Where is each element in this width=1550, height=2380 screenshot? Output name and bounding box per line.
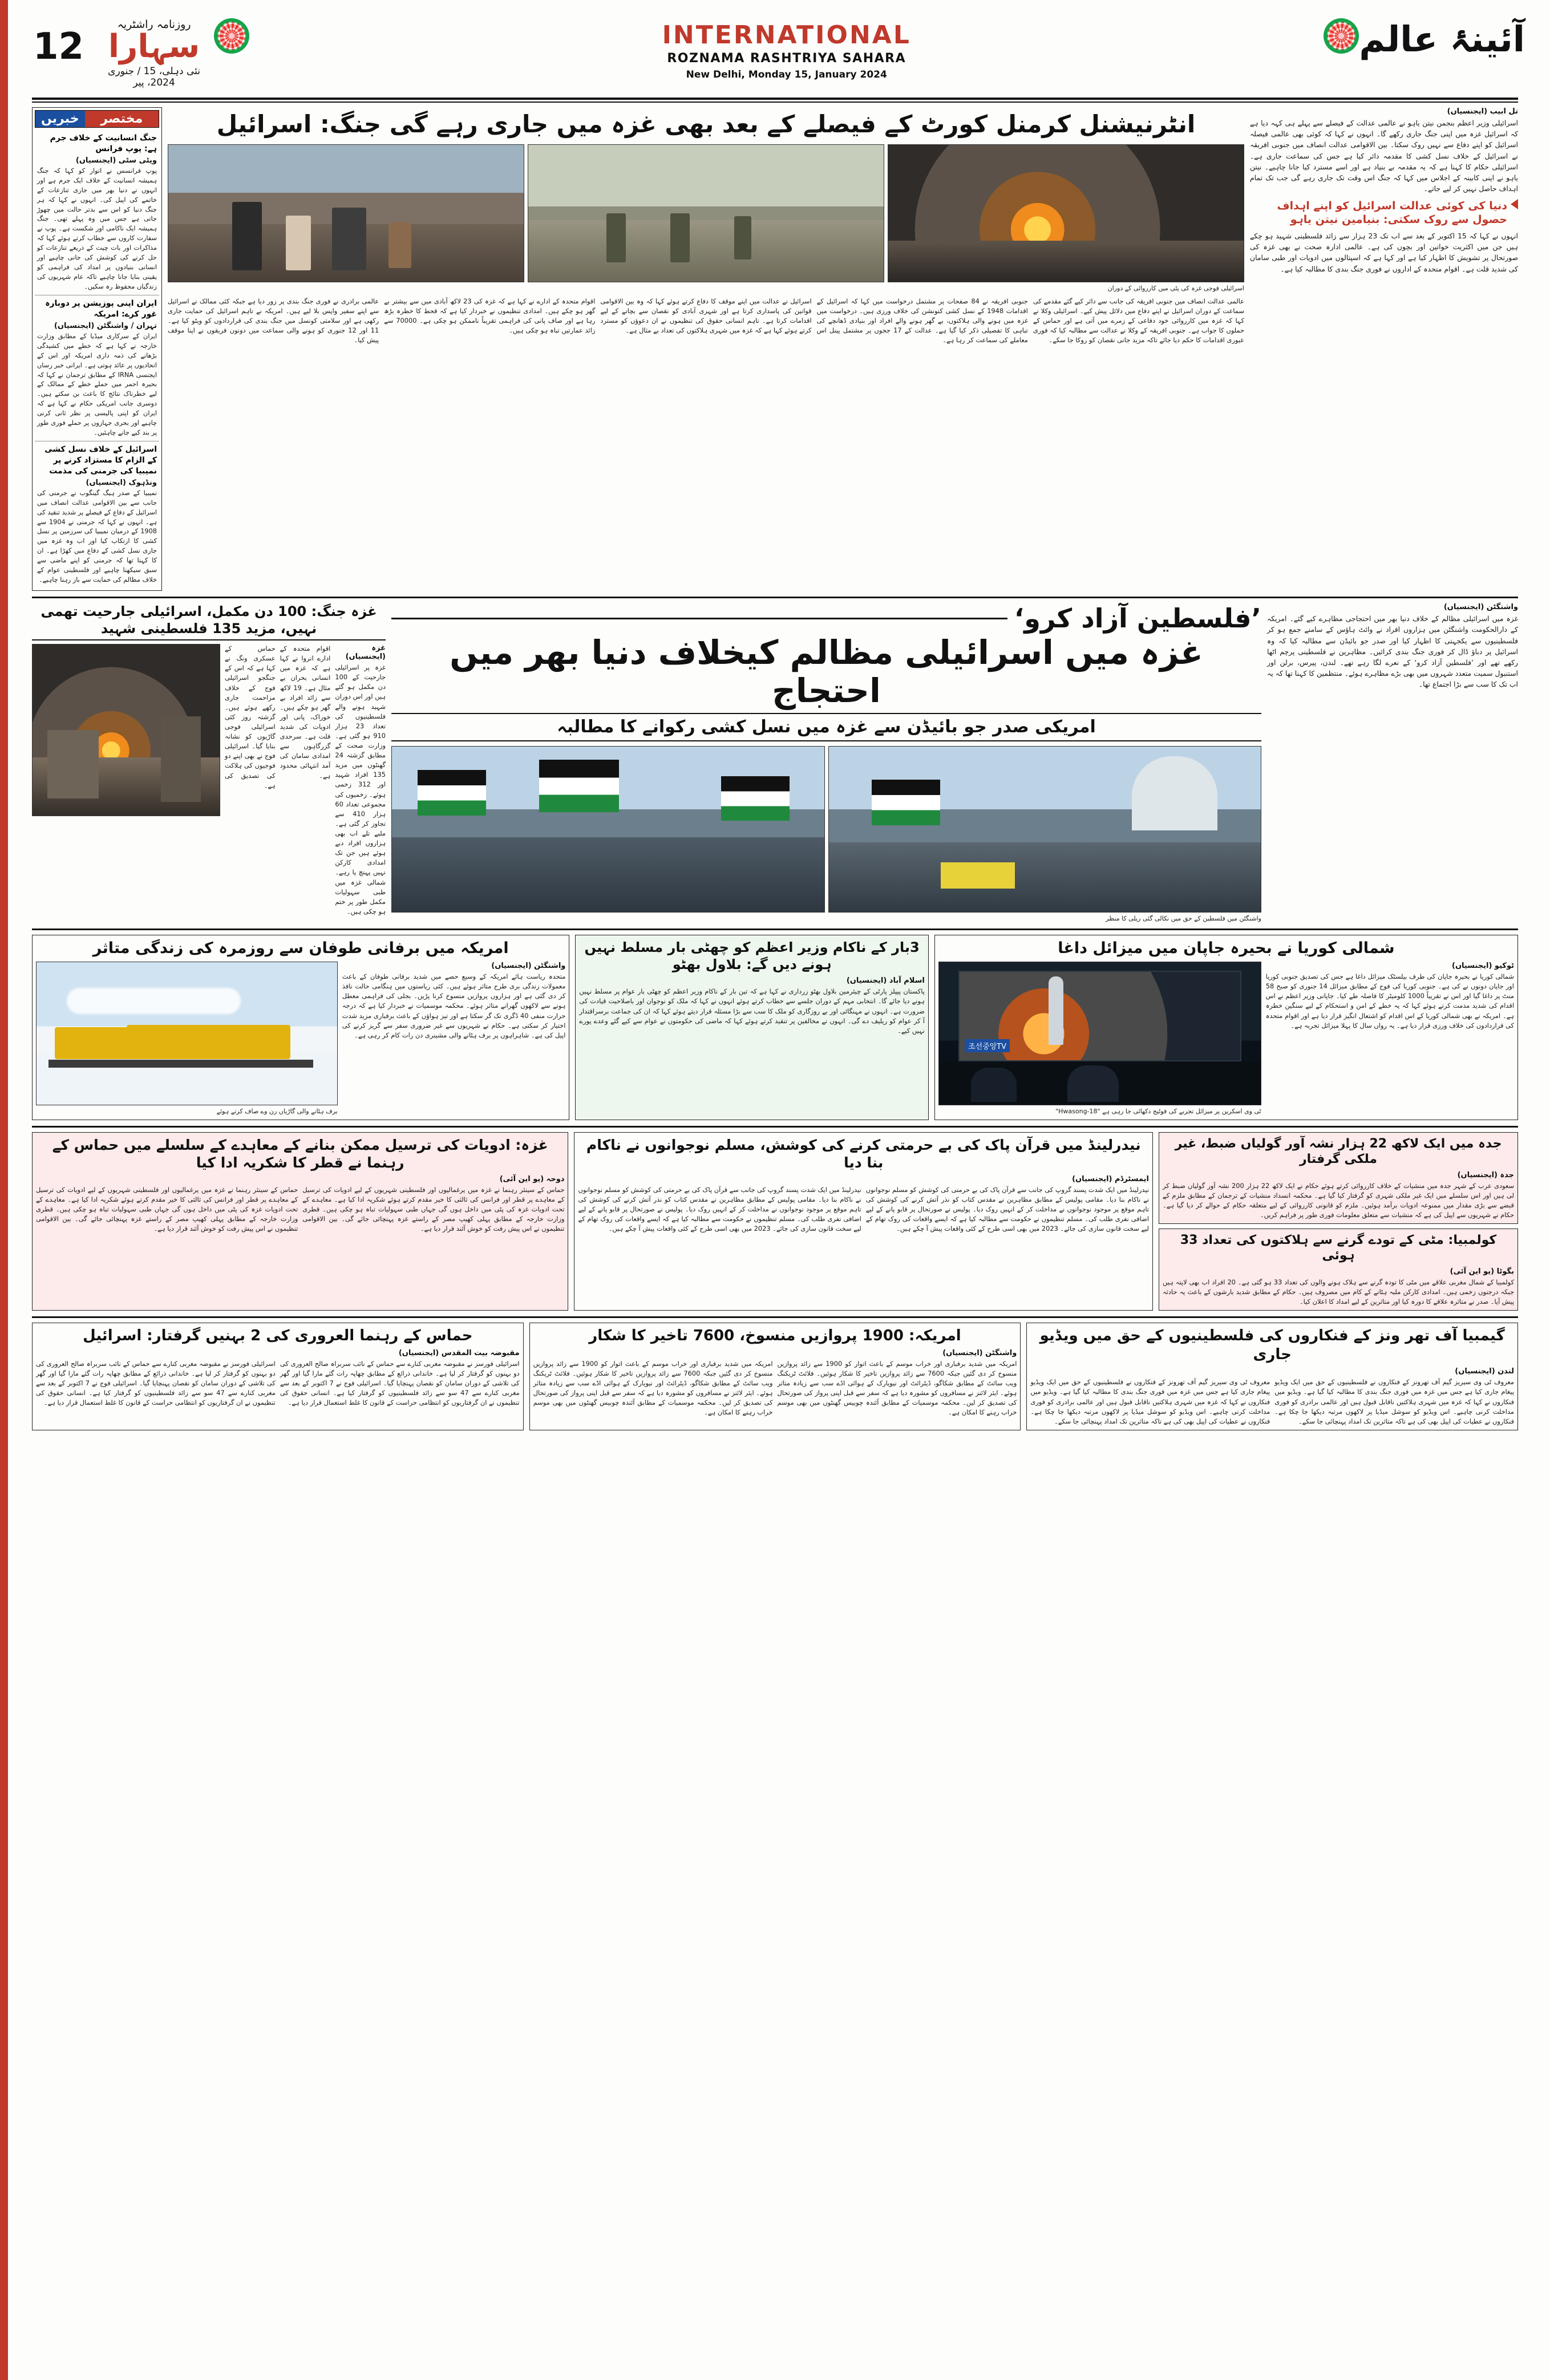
lead-right-text: اسرائیلی وزیر اعظم بنجمن نیتن یاہو نے عالمی عدالت کے فیصلے سے پہلے ہی کہہ دیا ہے کہ اسرائیل غزہ میں اپنی جنگ جاری رکھے گا۔ انہوں نے کہا کہ کوئی بھی عالمی فیصلہ اسرائیل کو اپنے دفاع سے نہیں روک سکتا۔ بین الاقوامی عدالت انصاف میں جنوبی افریقہ نے اسرائیل کے خلاف نسل کشی کا مقدمہ دائر کیا ہے جس کی سماعت جاری ہے۔ اسرائیلی حکام کا کہنا ہے کہ یہ مقدمہ بے بنیاد ہے اور اسے مسترد کیا جانا چاہیے۔ نیتن یاہو نے اپنی کابینہ کے اجلاس میں کہا کہ جنگ اس وقت تک جاری رہے گی جب تک تمام اہداف حاصل نہیں کر لیے جاتے۔ [1250,119,1518,193]
video-body-2: معروف ٹی وی سیریز گیم آف تھرونز کے فنکاروں نے فلسطینیوں کے حق میں ایک ویڈیو پیغام جاری کیا ہے جس میں غزہ میں فوری جنگ بندی کا مطالبہ کیا گیا ہے۔ ویڈیو میں فنکاروں نے کہا کہ غزہ میں شہری ہلاکتیں ناقابل قبول ہیں اور عالمی برادری کو فوری مداخلت کرنی چاہیے۔ اس ویڈیو کو سوشل میڈیا پر لاکھوں مرتبہ دیکھا جا چکا ہے۔ فنکاروں نے عطیات کی اپیل بھی کی ہے تاکہ متاثرین تک امداد پہنچائی جا سکے۔ [1274,1378,1515,1425]
colombia-title: کولمبیا: مٹی کے تودے گرنے سے ہلاکتوں کی تعداد 33 ہوئی [1180,1232,1497,1263]
brief-item [35,295,159,441]
lead-col-4 [817,297,1028,346]
brief-item [35,130,159,295]
protest-section [32,597,1518,923]
brief-body: پوپ فرانسس نے اتوار کو کہا کہ جنگ ہمیشہ انسانیت کے خلاف ایک جرم ہے اور انہوں نے دنیا بھر میں جاری تنازعات کے خاتمے کی اپیل کی۔ انہوں نے کہا کہ ہر جنگ دنیا کو اس سے بدتر حالت میں چھوڑ جاتی ہے جس میں وہ پہلے تھی۔ جنگ ہمیشہ ایک ناکامی اور شکست ہے۔ پوپ نے سفارت کاروں سے خطاب کرتے ہوئے کہا کہ مذاکرات اور بات چیت کے ذریعے تنازعات کو حل کرنے کی کوشش کی جانی چاہیے اور انسانی بنیادوں پر امداد کی فراہمی کو یقینی بنایا جانا چاہیے تاکہ عام شہریوں کی زندگیاں محفوظ رہ سکیں۔ [37,167,157,291]
briefs-tab-mukhtasar[interactable]: مختصر [85,111,159,127]
lead-col-3 [600,297,811,346]
lead-col-text: عالمی برادری نے فوری جنگ بندی پر زور دیا ہے جبکہ کئی ممالک نے اسرائیل سے اپنے سفیر واپس بلا لیے ہیں۔ امریکہ نے تاہم اسرائیل کی حمایت جاری رکھی ہے اور سلامتی کونسل میں جنگ بندی کی قراردادوں کو ویٹو کیا ہے۔ 11 اور 12 جنوری کو ہونے والی سماعت میں دونوں فریقوں نے اپنا موقف پیش کیا۔ [168,297,379,344]
colombia-byline: بگوٹا (یو این آئی) [1450,1267,1514,1276]
lead-col-1 [168,297,379,346]
usa-storm-byline: واشنگٹن (ایجنسیاں) [491,962,566,971]
lead-photo-caption: اسرائیلی فوجی غزہ کی پٹی میں کارروائی کے دوران [1107,284,1244,292]
gaza-100days-title: غزہ جنگ: 100 دن مکمل، اسرائیلی جارحیت تھمی نہیں، مزید 135 فلسطینی شہید [32,603,386,640]
video-byline: لندن (ایجنسیاں) [1455,1367,1515,1376]
lead-photo-3 [888,144,1244,282]
korea-caption: ٹی وی اسکرین پر میزائل تجربے کی فوٹیج دکھائی جا رہی ہے "Hwasong-18" [1055,1108,1261,1116]
masthead-left [33,18,214,88]
lead-photo-2 [528,144,884,282]
lead-subhead-text: انہوں نے کہا کہ 15 اکتوبر کے بعد سے اب تک 23 ہزار سے زائد فلسطینی شہید ہو چکے ہیں جن میں اکثریت خواتین اور بچوں کی ہے۔ عالمی ادارہ صحت نے بھی غزہ کی صورتحال پر تشویش کا اظہار کیا ہے اور کہا ہے کہ اسپتالوں میں ادویات اور طبی سامان کی شدید قلت ہے۔ اقوام متحدہ کے اداروں نے فوری جنگ بندی کا مطالبہ کیا ہے۔ [1250,231,1518,273]
row-four-right-stack [1159,1132,1518,1311]
gaza-lead-text: غزہ پر اسرائیلی جارحیت کے 100 دن مکمل ہو گئے ہیں اور اس دوران شہید ہونے والے فلسطینیوں کی تعداد 23 ہزار 910 ہو گئی ہے۔ وزارت صحت کے مطابق گزشتہ 24 گھنٹوں میں مزید 135 افراد شہید اور 312 زخمی ہوئے۔ زخمیوں کی مجموعی تعداد 60 ہزار 410 سے تجاوز کر گئی ہے۔ ملبے تلے اب بھی ہزاروں افراد دبے ہوئے ہیں جن تک امدادی کارکن نہیں پہنچ پا رہے۔ شمالی غزہ میں طبی سہولیات مکمل طور پر ختم ہو چکی ہیں۔ [335,663,386,915]
protest-photo-1 [391,746,825,913]
section-title-en: INTERNATIONAL [662,21,911,50]
netherlands-body: نیدرلینڈ میں ایک شدت پسند گروپ کی جانب سے قرآن پاک کی بے حرمتی کی کوشش کو مسلم نوجوانوں نے ناکام بنا دیا۔ مقامی پولیس کے مطابق مظاہرین نے مقدس کتاب کو نذر آتش کرنے کی کوشش کی تاہم موقع پر موجود نوجوانوں نے مداخلت کر کے انہیں روک دیا۔ پولیس نے صورتحال پر قابو پانے کے لیے اضافی نفری طلب کی۔ مسلم تنظیموں نے حکومت سے مطالبہ کیا ہے کہ ایسے واقعات کی روک تھام کے لیے سخت قانون سازی کی جائے۔ 2023 میں بھی اسی طرح کے کئی واقعات پیش آ چکے ہیں۔ [578,1186,861,1233]
usa-flights-body: امریکہ میں شدید برفباری اور خراب موسم کے باعث اتوار کو 1900 سے زائد پروازیں منسوخ کر دی گئیں جبکہ 7600 سے زائد پروازیں تاخیر کا شکار ہوئیں۔ فلائٹ ٹریکنگ ویب سائٹ کے مطابق شکاگو، ڈیٹرائٹ اور نیویارک کے ہوائی اڈے سب سے زیادہ متاثر ہوئے۔ ایئر لائنز نے مسافروں کو مشورہ دیا ہے کہ سفر سے قبل اپنی پرواز کی صورتحال کی تصدیق کر لیں۔ محکمہ موسمیات کے مطابق آئندہ چوبیس گھنٹوں میں بھی موسم خراب رہنے کا امکان ہے۔ [533,1359,773,1417]
israel-hamas-byline: مقبوضہ بیت المقدس (ایجنسیاں) [398,1348,520,1357]
gaza-meds-body-2: حماس کے سینئر رہنما نے غزہ میں یرغمالیوں اور فلسطینی شہریوں کے لیے ادویات کی ترسیل کے معاہدے پر قطر اور فرانس کی ثالثی کا خیر مقدم کرتے ہوئے شکریہ ادا کیا ہے۔ معاہدے کے تحت ادویات غزہ کی پٹی میں داخل ہوں گی جہاں طبی سہولیات تباہ ہو چکی ہیں۔ قطری وزارت خارجہ کے مطابق پہلی کھیپ مصر کے راستے غزہ پہنچائی جائے گی۔ بین الاقوامی تنظیموں نے اس پیش رفت کو خوش آئند قرار دیا ہے۔ [302,1186,565,1233]
jeddah-byline: جدہ (ایجنسیاں) [1457,1170,1514,1179]
protest-text-rail [1267,603,1518,923]
briefs-tab-khabrain[interactable]: خبریں [35,111,85,127]
briefs-column [32,107,162,591]
lead-col-text: اسرائیل نے عدالت میں اپنے موقف کا دفاع کرتے ہوئے کہا کہ وہ بین الاقوامی قوانین کی پاسداری کرتا ہے اور شہری آبادی کو نقصان سے بچانے کے لیے اقدامات کرتا ہے۔ تاہم انسانی حقوق کی تنظیموں نے ان دعوؤں کو مسترد کرتے ہوئے کہا ہے کہ غزہ میں شہری ہلاکتوں کی تعداد بے مثال ہے۔ [600,297,812,335]
gaza-col-text: حماس کے عسکری ونگ نے کہا ہے کہ اس کے جنگجو اسرائیلی فوج کے خلاف مزاحمت جاری رکھے ہوئے ہیں۔ گزشتہ روز کئی اسرائیلی فوجی گاڑیوں کو نشانہ بنایا گیا۔ اسرائیلی فوج نے بھی اپنے دو فوجیوں کی ہلاکت کی تصدیق کی ہے۔ [225,644,276,789]
masthead-rule-2 [32,102,1518,103]
video-title: گیمبیا آف تھر ونز کے فنکاروں کی فلسطینیوں کے حق میں ویڈیو جاری [1039,1327,1505,1363]
israel-hamas-body-2: اسرائیلی فورسز نے مقبوضہ مغربی کنارے سے حماس کے نائب سربراہ صالح العروری کی دو بہنوں کو گرفتار کر لیا ہے۔ خاندانی ذرائع کے مطابق چھاپہ رات گئے مارا گیا اور گھر کی تلاشی کے دوران سامان کو نقصان پہنچایا گیا۔ اسرائیلی فوج نے 7 اکتوبر کے بعد سے مغربی کنارے سے 47 سو سے زائد فلسطینیوں کو گرفتار کیا ہے۔ انسانی حقوق کی تنظیموں نے ان گرفتاریوں کو انتظامی حراست کے قانون کا غلط استعمال قرار دیا ہے۔ [280,1359,520,1407]
row-three [32,929,1518,1120]
row-four [32,1126,1518,1311]
gaza-byline: غزہ (ایجنسیاں) [345,644,386,662]
israel-hamas-title: حماس کے رہنما العروری کی 2 بہنیں گرفتار: اسرائیل [83,1327,473,1345]
brief-byline: ویٹی سٹی (ایجنسیاں) [75,156,157,165]
logo-date-urdu: نئی دہلی، 15 / جنوری 2024، پیر [108,66,200,88]
protest-body: غزہ میں اسرائیلی مظالم کے خلاف دنیا بھر میں احتجاجی مظاہرے کیے گئے۔ امریکہ کے دارالحکومت واشنگٹن میں ہزاروں افراد نے وائٹ ہاؤس کے سامنے جمع ہو کر فلسطینیوں سے یکجہتی کا اظہار کیا اور صدر جو بائیڈن سے مطالبہ کیا کہ وہ اسرائیل پر دباؤ ڈال کر فوری جنگ بندی کرائیں۔ مظاہرین نے فلسطینی پرچم اٹھا رکھے تھے اور ’فلسطین آزاد کرو‘ کے نعرے لگا رہے تھے۔ لندن، پیرس، برلن اور استنبول سمیت متعدد شہروں میں بھی بڑے مظاہرے ہوئے۔ منتظمین کا کہنا تھا کہ یہ اب تک کا سب سے بڑا اجتماع تھا۔ [1267,614,1518,689]
masthead-right [1359,18,1525,60]
netherlands-body-2: نیدرلینڈ میں ایک شدت پسند گروپ کی جانب سے قرآن پاک کی بے حرمتی کی کوشش کو مسلم نوجوانوں نے ناکام بنا دیا۔ مقامی پولیس کے مطابق مظاہرین نے مقدس کتاب کو نذر آتش کرنے کی کوشش کی تاہم موقع پر موجود نوجوانوں نے مداخلت کر کے انہیں روک دیا۔ پولیس نے صورتحال پر قابو پانے کے لیے اضافی نفری طلب کی۔ مسلم تنظیموں نے حکومت سے مطالبہ کیا ہے کہ ایسے واقعات کی روک تھام کے لیے سخت قانون سازی کی جائے۔ 2023 میں بھی اسی طرح کے کئی واقعات پیش آ چکے ہیں۔ [865,1186,1150,1233]
brief-byline: تہران / واشنگٹن (ایجنسیاں) [54,321,157,330]
lead-col-text: عالمی عدالت انصاف میں جنوبی افریقہ کی جانب سے دائر کیے گئے مقدمے کی سماعت کے دوران اسرائیل نے اپنے دفاع میں دلائل پیش کیے۔ اسرائیلی وکلا نے کہا کہ غزہ میں کارروائی خود دفاعی کے زمرے میں آتی ہے اور حماس کے حملوں کا جواب ہے۔ جنوبی افریقہ کے وکلا نے عدالت سے مطالبہ کیا کہ فوری عبوری اقدامات کا حکم دیا جائے تاکہ مزید جانی نقصان کو روکا جا سکے۔ [1033,297,1245,344]
flower-ornament-left [214,18,249,54]
brief-byline: ونڈہوک (ایجنسیاں) [86,478,157,487]
bilawal-body: پاکستان پیپلز پارٹی کے چیئرمین بلاول بھٹو زرداری نے کہا ہے کہ تین بار کے ناکام وزیر اعظم کو چھٹی بار عوام پر مسلط نہیں ہونے دیا جائے گا۔ انتخابی مہم کے دوران جلسے سے خطاب کرتے ہوئے انہوں نے کہا کہ ملک کو نوجوان اور باصلاحیت قیادت کی ضرورت ہے۔ انہوں نے مہنگائی اور بے روزگاری کو ملک کا سب سے بڑا مسئلہ قرار دیتے ہوئے کہا کہ ان کی جماعت برسراقتدار آ کر عوام کو ریلیف دے گی۔ انہوں نے مخالفین پر تنقید کرتے ہوئے کہا کہ ماضی کی حکومتوں نے عوام سے کیے گئے وعدے پورے نہیں کیے۔ [579,987,925,1035]
brief-title: اسرائیل کے خلاف نسل کشی کے الزام کا مستزاد کرنے پر نمیبیا کی جرمنی کی مذمت [44,445,157,476]
colombia-card [1159,1228,1518,1311]
lead-photo-row [168,144,1244,282]
gaza-meds-body: حماس کے سینئر رہنما نے غزہ میں یرغمالیوں اور فلسطینی شہریوں کے لیے ادویات کی ترسیل کے معاہدے پر قطر اور فرانس کی ثالثی کا خیر مقدم کرتے ہوئے شکریہ ادا کیا ہے۔ معاہدے کے تحت ادویات غزہ کی پٹی میں داخل ہوں گی جہاں طبی سہولیات تباہ ہو چکی ہیں۔ قطری وزارت خارجہ کے مطابق پہلی کھیپ مصر کے راستے غزہ پہنچائی جائے گی۔ بین الاقوامی تنظیموں نے اس پیش رفت کو خوش آئند قرار دیا ہے۔ [36,1186,298,1233]
logo-top-urdu: روزنامہ راشٹریہ [117,18,191,31]
masthead [19,16,1531,94]
paper-name-en: ROZNAMA RASHTRIYA SAHARA [667,51,906,66]
israel-hamas-body: اسرائیلی فورسز نے مقبوضہ مغربی کنارے سے حماس کے نائب سربراہ صالح العروری کی دو بہنوں کو گرفتار کر لیا ہے۔ خاندانی ذرائع کے مطابق چھاپہ رات گئے مارا گیا اور گھر کی تلاشی کے دوران سامان کو نقصان پہنچایا گیا۔ اسرائیلی فوج نے 7 اکتوبر کے بعد سے مغربی کنارے سے 47 سو سے زائد فلسطینیوں کو گرفتار کیا ہے۔ انسانی حقوق کی تنظیموں نے ان گرفتاریوں کو انتظامی حراست کے قانون کا غلط استعمال قرار دیا ہے۔ [36,1359,276,1407]
korea-body: شمالی کوریا نے بحیرہ جاپان کی طرف بیلسٹک میزائل داغا ہے جس کی تصدیق جنوبی کوریا اور جاپان دونوں نے کی ہے۔ جنوبی کوریا کی فوج کے مطابق میزائل 14 جنوری کو صبح 58 منٹ پر داغا گیا اور اس نے تقریباً 1000 کلومیٹر کا فاصلہ طے کیا۔ جاپانی وزیر اعظم نے اس اقدام کی شدید مذمت کرتے ہوئے کہا کہ یہ خطے کے امن و استحکام کے لیے سنگین خطرہ ہے۔ امریکہ نے بھی شمالی کوریا کے اس اقدام کو اشتعال انگیز قرار دیا ہے اور اقوام متحدہ کی قراردادوں کی خلاف ورزی قرار دیا ہے۔ یہ رواں سال کا پہلا میزائل تجربہ ہے۔ [1265,972,1514,1029]
protest-subhead: امریکی صدر جو بائیڈن سے غزہ میں نسل کشی رکوانے کا مطالبہ [391,713,1261,741]
bilawal-card [575,935,928,1120]
usa-flights-title: امریکہ: 1900 پروازیں منسوخ، 7600 تاخیر کا شکار [589,1327,961,1345]
protest-photo-2 [828,746,1262,913]
lead-right-byline: تل ابیب (ایجنسیاں) [1447,107,1518,116]
briefs-header [35,110,159,128]
korea-title: شمالی کوریا نے بحیرہ جاپان میں میزائل داغا [1058,939,1395,958]
usa-flights-body-2: امریکہ میں شدید برفباری اور خراب موسم کے باعث اتوار کو 1900 سے زائد پروازیں منسوخ کر دی گئیں جبکہ 7600 سے زائد پروازیں تاخیر کا شکار ہوئیں۔ فلائٹ ٹریکنگ ویب سائٹ کے مطابق شکاگو، ڈیٹرائٹ اور نیویارک کے ہوائی اڈے سب سے زیادہ متاثر ہوئے۔ ایئر لائنز نے مسافروں کو مشورہ دیا ہے کہ سفر سے قبل اپنی پرواز کی صورتحال کی تصدیق کر لیں۔ محکمہ موسمیات کے مطابق آئندہ چوبیس گھنٹوں میں بھی موسم خراب رہنے کا امکان ہے۔ [777,1359,1017,1417]
jeddah-body: سعودی عرب کے شہر جدہ میں منشیات کے خلاف کارروائی کرتے ہوئے حکام نے ایک لاکھ 22 ہزار 200 نشہ آور گولیاں ضبط کر لی ہیں اور اس سلسلے میں ایک غیر ملکی شہری کو گرفتار کیا گیا ہے۔ محکمہ انسداد منشیات کے ترجمان کے مطابق ملزم کے قبضے سے بڑی مقدار میں ممنوعہ ادویات برآمد ہوئیں۔ ملزم کو قانونی کارروائی کے لیے متعلقہ حکام کے حوالے کر دیا گیا ہے۔ حکام نے شہریوں سے اپیل کی ہے کہ منشیات سے متعلق معلومات فوری طور پر فراہم کریں۔ [1163,1181,1514,1219]
logo-main-urdu: سہارا [108,28,200,65]
netherlands-card [574,1132,1153,1311]
jeddah-title: جدہ میں ایک لاکھ 22 ہزار نشہ آور گولیاں ضبط، غیر ملکی گرفتار [1175,1136,1502,1167]
gaza-meds-byline: دوحہ (یو این آئی) [499,1175,565,1184]
lead-col-text: اقوام متحدہ کے ادارے نے کہا ہے کہ غزہ کی 23 لاکھ آبادی میں سے بیشتر بے گھر ہو چکے ہیں۔ امدادی تنظیموں نے خبردار کیا ہے کہ قحط کا خطرہ بڑھ رہا ہے اور صاف پانی کی فراہمی تقریباً ناممکن ہو چکی ہے۔ 70000 سے زائد عمارتیں تباہ ہو چکی ہیں۔ [384,297,596,335]
usa-flights-card [529,1323,1021,1430]
usa-storm-card [32,935,569,1120]
gaza-100days-story [32,603,386,923]
brief-body: نمیبیا کے صدر ہیگ گینگوب نے جرمنی کی جانب سے بین الاقوامی عدالت انصاف میں اسرائیل کے دفاع کے فیصلے پر شدید تنقید کی ہے۔ انہوں نے کہا کہ جرمنی نے 1904 سے 1908 کے درمیان نمیبیا کی سرزمین پر نسل کشی کا ارتکاب کیا اور اب وہ غزہ میں جاری نسل کشی کے دفاع میں کھڑا ہے۔ ان کا کہنا تھا کہ جرمنی کو اپنے ماضی سے سبق سیکھنا چاہیے اور فلسطینی عوام کے خلاف مظالم کی حمایت سے باز رہنا چاہیے۔ [37,489,157,584]
israel-hamas-card [32,1323,524,1430]
brief-body: ایران کے سرکاری میڈیا کے مطابق وزارت خارجہ نے کہا ہے کہ خطے میں کشیدگی بڑھانے کی ذمہ داری امریکہ اور اس کے اتحادیوں پر عائد ہوتی ہے۔ ایرانی خبر رساں ایجنسی IRNA کے مطابق ترجمان نے کہا کہ بحیرہ احمر میں حملے خطے کے ممالک کے لیے خطرناک نتائج کا باعث بن سکتے ہیں۔ دوسری جانب امریکی حکام نے کہا ہے کہ ایران کو اپنی پالیسی پر نظر ثانی کرنی چاہیے اور بحری جہازوں پر حملے فوری طور پر بند کیے جانے چاہئیں۔ [37,332,157,437]
brief-title: ایران اپنی پوزیشن پر دوبارہ غور کرے: امریکہ [45,298,157,319]
lead-columns [168,297,1244,346]
gaza-meds-card [32,1132,568,1311]
video-card [1026,1323,1518,1430]
bilawal-byline: اسلام آباد (ایجنسیاں) [846,976,925,986]
protest-main [391,603,1261,923]
usa-storm-photo [36,962,338,1105]
usa-flights-byline: واشنگٹن (ایجنسیاں) [942,1348,1017,1357]
lead-subhead: دنیا کی کوئی عدالت اسرائیل کو اپنے اہداف حصول سے روک سکتی: بنیامین نیتن یاہو [1277,199,1507,226]
usa-storm-title: امریکہ میں برفانی طوفان سے روزمرہ کی زندگی متاثر [92,939,509,958]
korea-card [934,935,1518,1120]
flower-ornament-right [1324,18,1359,54]
korea-byline: ٹوکیو (ایجنسیاں) [1452,962,1514,971]
protest-byline: واشنگٹن (ایجنسیاں) [1443,603,1518,612]
netherlands-title: نیدرلینڈ میں قرآن پاک کی بے حرمتی کرنے کی کوشش، مسلم نوجوانوں نے ناکام بنا دیا [586,1136,1141,1171]
lead-col-5 [1033,297,1244,346]
colombia-body: کولمبیا کے شمال مغربی علاقے میں مٹی کا تودہ گرنے سے ہلاک ہونے والوں کی تعداد 33 ہو گئی ہے۔ 20 افراد اب بھی لاپتہ ہیں جبکہ درجنوں زخمی ہیں۔ امدادی کارکن ملبہ ہٹانے کے کام میں مصروف ہیں۔ حکام کے مطابق شدید بارشوں کے باعث یہ حادثہ پیش آیا۔ صدر نے متاثرہ علاقے کا دورہ کیا اور متاثرین کے لیے امداد کا اعلان کیا۔ [1163,1278,1514,1306]
place-date-en: New Delhi, Monday 15, January 2024 [686,69,887,80]
video-body: معروف ٹی وی سیریز گیم آف تھرونز کے فنکاروں نے فلسطینیوں کے حق میں ایک ویڈیو پیغام جاری کیا ہے جس میں غزہ میں فوری جنگ بندی کا مطالبہ کیا گیا ہے۔ ویڈیو میں فنکاروں نے کہا کہ غزہ میں شہری ہلاکتیں ناقابل قبول ہیں اور عالمی برادری کو فوری مداخلت کرنی چاہیے۔ اس ویڈیو کو سوشل میڈیا پر لاکھوں مرتبہ دیکھا جا چکا ہے۔ فنکاروں نے عطیات کی اپیل بھی کی ہے تاکہ متاثرین تک امداد پہنچائی جا سکے۔ [1030,1378,1270,1425]
gaza-photo-wrap [32,644,220,917]
section-title-urdu: آئینۂ عالم [1359,18,1525,60]
lead-story [168,107,1244,591]
gaza-explosion-photo [32,644,220,816]
lead-subhead-wrap [1250,199,1518,227]
lead-photo-1 [168,144,524,282]
gaza-col-text: اقوام متحدہ کے ادارے انروا نے کہا ہے کہ غزہ میں انسانی بحران بے مثال ہے۔ 19 لاکھ سے زائد افراد بے گھر ہو چکے ہیں۔ خوراک، پانی اور ادویات کی شدید قلت ہے۔ سرحدی گزرگاہوں سے امدادی سامان کی آمد انتہائی محدود ہے۔ [280,644,331,780]
usa-storm-body: متحدہ ریاست ہائے امریکہ کے وسیع حصے میں شدید برفانی طوفان کے باعث معمولات زندگی بری طرح متاثر ہوئے ہیں۔ کئی ریاستوں میں ہنگامی حالت نافذ کر دی گئی ہے اور ہزاروں پروازیں منسوخ کرنا پڑیں۔ بجلی کی فراہمی معطل ہونے سے لاکھوں گھرانے متاثر ہوئے۔ محکمہ موسمیات نے خبردار کیا ہے کہ درجہ حرارت منفی 40 ڈگری تک گر سکتا ہے اور تیز ہواؤں کے باعث برفباری مزید شدت اختیار کر سکتی ہے۔ حکام نے شہریوں سے غیر ضروری سفر سے گریز کرنے کی اپیل کی ہے۔ شاہراہوں پر برف ہٹانے والی مشینری دن رات کام کر رہی ہے۔ [342,972,566,1039]
brief-title: جنگ انسانیت کے خلاف جرم ہے: پوپ فرانس [50,133,157,153]
lead-headline: انٹرنیشنل کرمنل کورٹ کے فیصلے کے بعد بھی غزہ میں جاری رہے گی جنگ: اسرائیل [216,110,1196,138]
lead-col-text: جنوبی افریقہ نے 84 صفحات پر مشتمل درخواست میں کہا کہ اسرائیل کے اقدامات 1948 کے نسل کشی کنونشن کی خلاف ورزی ہیں۔ درخواست میں غزہ میں ہونے والی ہلاکتوں، بے گھر ہونے والے افراد اور بنیادی ڈھانچے کی تباہی کا تفصیلی ذکر کیا گیا ہے۔ عدالت کے 17 ججوں پر مشتمل پینل اس معاملے کی سماعت کر رہا ہے۔ [816,297,1028,344]
jeddah-card [1159,1132,1518,1224]
gaza-meds-title: غزہ: ادویات کی ترسیل ممکن بنانے کے معاہدے کے سلسلے میں حماس کے رہنما نے قطر کا شکریہ ادا کیا [52,1136,548,1171]
red-triangle-icon [1511,199,1518,209]
usa-storm-caption: برف ہٹانے والی گاڑیاں رن وے صاف کرتے ہوئے [216,1108,338,1116]
brief-item [35,441,159,588]
lead-right-rail [1250,107,1518,591]
netherlands-byline: ایمسٹرڈم (ایجنسیاں) [1072,1175,1150,1184]
masthead-rule [32,98,1518,100]
page-number: 12 [33,26,84,68]
row-five [32,1316,1518,1430]
masthead-center [249,23,1324,80]
sahara-logo [94,18,214,88]
protest-photo-caption: واشنگٹن میں فلسطین کے حق میں نکالی گئی ریلی کا منظر [1106,914,1261,922]
lead-col-2 [384,297,595,346]
top-section [32,107,1518,591]
protest-headline: غزہ میں اسرائیلی مظالم کیخلاف دنیا بھر میں احتجاج [450,633,1203,710]
bilawal-title: 3بار کے ناکام وزیر اعظم کو چھٹی بار مسلط نہیں ہونے دیں گے: بلاول بھٹو [584,939,920,973]
korea-photo: 조선중앙TV [938,962,1261,1105]
protest-kicker: ’فلسطین آزاد کرو‘ [1014,603,1261,634]
